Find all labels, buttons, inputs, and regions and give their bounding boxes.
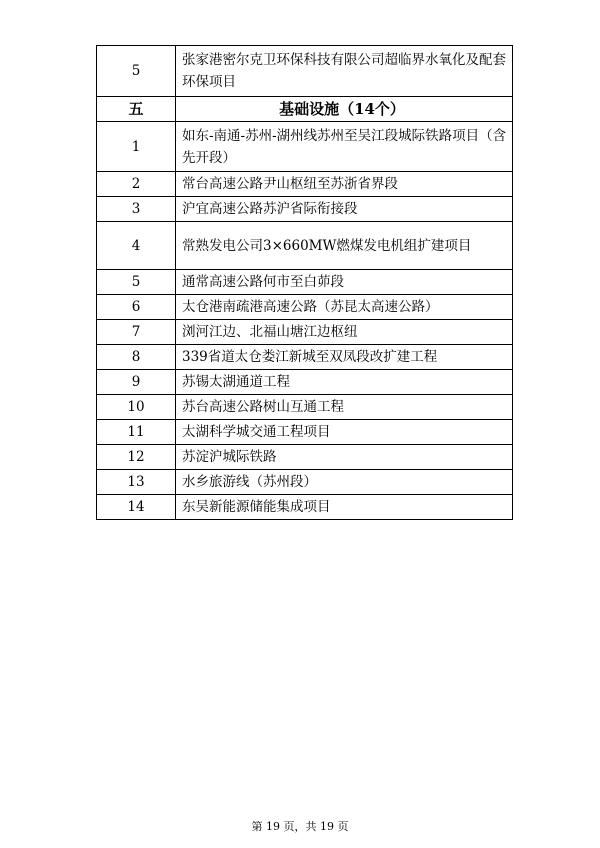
project-name: 张家港密尔克卫环保科技有限公司超临界水氧化及配套环保项目 bbox=[176, 46, 513, 97]
table-row bbox=[97, 395, 513, 420]
project-name: 如东-南通-苏州-湖州线苏州至吴江段城际铁路项目（含先开段） bbox=[176, 122, 513, 172]
row-number: 4 bbox=[97, 222, 176, 270]
table-body bbox=[97, 46, 513, 520]
table-row bbox=[97, 495, 513, 520]
row-number: 2 bbox=[97, 172, 176, 197]
row-number: 6 bbox=[97, 295, 176, 320]
project-list-table bbox=[96, 45, 513, 520]
project-name: 通常高速公路何市至白茆段 bbox=[176, 270, 513, 295]
project-name: 浏河江边、北福山塘江边枢纽 bbox=[176, 320, 513, 345]
table-row bbox=[97, 172, 513, 197]
project-name: 水乡旅游线（苏州段） bbox=[176, 470, 513, 495]
project-name: 苏锡太湖通道工程 bbox=[176, 370, 513, 395]
project-name: 东吴新能源储能集成项目 bbox=[176, 495, 513, 520]
row-number: 13 bbox=[97, 470, 176, 495]
row-number: 14 bbox=[97, 495, 176, 520]
row-number: 1 bbox=[97, 122, 176, 172]
table-row bbox=[97, 370, 513, 395]
row-number: 5 bbox=[97, 270, 176, 295]
table-row bbox=[97, 420, 513, 445]
row-number: 12 bbox=[97, 445, 176, 470]
table-row bbox=[97, 295, 513, 320]
table-row bbox=[97, 320, 513, 345]
project-name: 常熟发电公司3×660MW燃煤发电机组扩建项目 bbox=[176, 222, 513, 270]
project-name: 常台高速公路尹山枢纽至苏浙省界段 bbox=[176, 172, 513, 197]
project-name: 太仓港南疏港高速公路（苏昆太高速公路） bbox=[176, 295, 513, 320]
table-row bbox=[97, 46, 513, 97]
project-name: 苏淀沪城际铁路 bbox=[176, 445, 513, 470]
table-row bbox=[97, 197, 513, 222]
table-row bbox=[97, 470, 513, 495]
section-title: 基础设施（14个） bbox=[176, 97, 513, 122]
project-name: 太湖科学城交通工程项目 bbox=[176, 420, 513, 445]
row-number: 5 bbox=[97, 46, 176, 97]
row-number: 10 bbox=[97, 395, 176, 420]
section-header-row bbox=[97, 97, 513, 122]
row-number: 9 bbox=[97, 370, 176, 395]
table-row bbox=[97, 270, 513, 295]
project-name: 苏台高速公路树山互通工程 bbox=[176, 395, 513, 420]
project-name: 沪宜高速公路苏沪省际衔接段 bbox=[176, 197, 513, 222]
row-number: 3 bbox=[97, 197, 176, 222]
project-name: 339省道太仓娄江新城至双凤段改扩建工程 bbox=[176, 345, 513, 370]
section-number: 五 bbox=[97, 97, 176, 122]
table-row bbox=[97, 122, 513, 172]
table-row bbox=[97, 222, 513, 270]
row-number: 7 bbox=[97, 320, 176, 345]
table-row bbox=[97, 345, 513, 370]
row-number: 11 bbox=[97, 420, 176, 445]
table-row bbox=[97, 445, 513, 470]
page-footer: 第 19 页，共 19 页 bbox=[251, 820, 349, 833]
row-number: 8 bbox=[97, 345, 176, 370]
